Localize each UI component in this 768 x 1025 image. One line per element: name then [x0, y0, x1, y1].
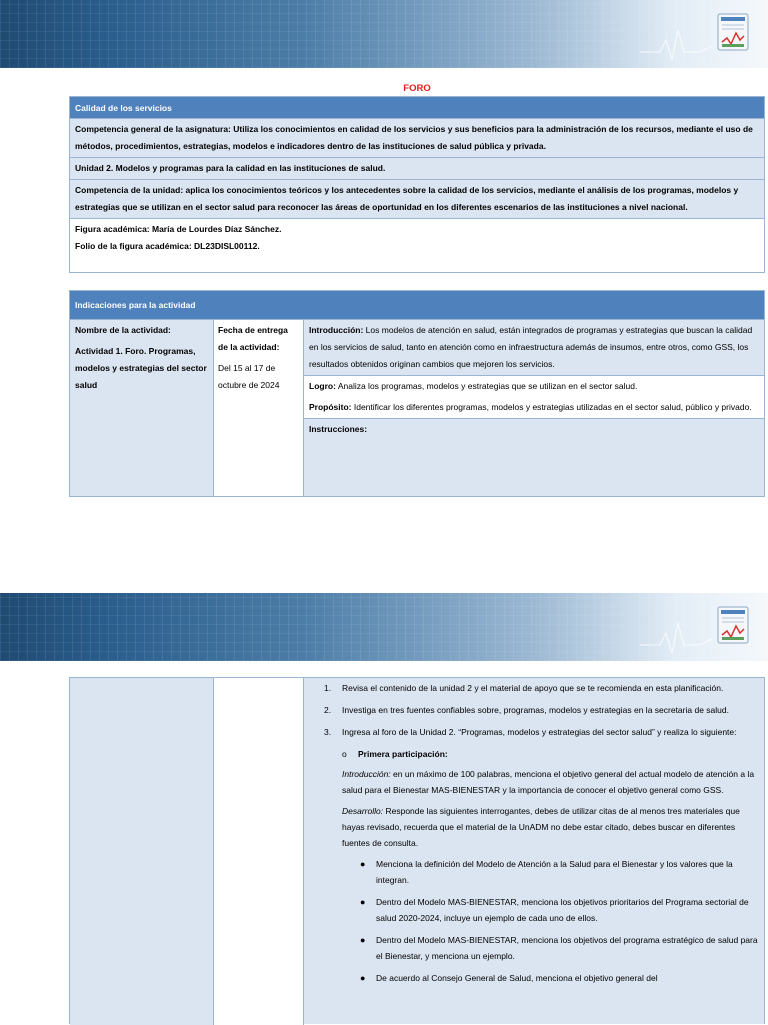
logro-text: Analiza los programas, modelos y estrategias que se utilizan en el sector salud. [335, 381, 638, 391]
header-banner [0, 0, 768, 68]
activity-name-label: Nombre de la actividad: [75, 325, 171, 335]
desarrollo-label: Desarrollo: [342, 806, 384, 816]
due-date-value: Del 15 al 17 de octubre de 2024 [218, 363, 280, 390]
medical-chart-icon [718, 14, 748, 50]
page-title: FORO [403, 83, 431, 94]
empty-name-cell [70, 678, 214, 1025]
due-date-cell [214, 320, 304, 496]
desarrollo-paragraph: Desarrollo: Responde las siguientes interrogantes, debes de utilizar citas de al menos tres materiales que hayas revisado, recuerda que el material de la UnADM no debe estar citado, debes buscar en diferentes fuentes de consulta. [342, 806, 740, 848]
activity-name-value: Actividad 1. Foro. Programas, modelos y estrategias del sector salud [75, 346, 207, 390]
intro-label: Introducción: [309, 325, 364, 335]
unidad-title: Unidad 2. Modelos y programas para la calidad en las instituciones de salud. [70, 158, 764, 180]
banner-graphic [0, 0, 768, 68]
intro-section [304, 320, 764, 376]
participation-heading: o Primera participación: [342, 746, 759, 762]
figura-name: Figura académica: María de Lourdes Díaz Sánchez. [75, 224, 282, 234]
logro-label: Logro: [309, 381, 336, 391]
question-item: ● Dentro del Modelo MAS-BIENESTAR, menciona los objetivos prioritarios del Programa sectorial de salud 2020-2024, incluye un ejemplo de cada uno de ellos. [360, 894, 759, 926]
competencia-general: Competencia general de la asignatura: Utiliza los conocimientos en calidad de los servicios y sus beneficios para la administración de los recursos, mediante el uso de métodos, procedimientos, estrategias, modelos e indicadores dentro de las instituciones de salud pública y privada. [70, 119, 764, 158]
course-title-header: Calidad de los servicios [70, 97, 764, 119]
intro-paragraph: Introducción: en un máximo de 100 palabras, menciona el objetivo general del actual modelo de atención a la salud para el Bienestar MAS-BIENESTAR y la importancia de conocer el objetivo general como GSS. [342, 769, 755, 795]
instruction-step: 1. Revisa el contenido de la unidad 2 y el material de apoyo que se te recomienda en esta planificación. [324, 683, 724, 693]
activity-name-cell [70, 320, 214, 496]
question-item: ● Dentro del Modelo MAS-BIENESTAR, menciona los objetivos del programa estratégico de salud para el Bienestar, y menciona un ejemplo. [360, 932, 759, 964]
proposito-label: Propósito: [309, 402, 352, 412]
instructions-table [69, 677, 765, 1024]
instruction-step: 2. Investiga en tres fuentes confiables sobre, programas, modelos y estrategias en la secretaria de salud. [324, 705, 729, 715]
medical-chart-icon [718, 607, 748, 643]
bullet-icon: ● [360, 973, 366, 983]
course-info-table [69, 96, 765, 273]
header-banner-page2 [0, 593, 768, 661]
due-date-label: Fecha de entrega de la actividad: [218, 325, 288, 352]
instrucciones-section [304, 419, 764, 496]
activity-table [69, 290, 765, 497]
competencia-unidad: Competencia de la unidad: aplica los conocimientos teóricos y los antecedentes sobre la calidad de los servicios, mediante el análisis de los programas, modelos y estrategias que se utilizan en el sector salud para reconocer las áreas de oportunidad en los diferentes escenarios de las instituciones a nivel nacional. [70, 180, 764, 219]
empty-date-cell [214, 678, 304, 1025]
question-item: ● Menciona la definición del Modelo de Atención a la Salud para el Bienestar y los valores que la integran. [360, 856, 759, 888]
bullet-icon: ● [360, 935, 366, 945]
intro-label: Introducción: [342, 769, 391, 779]
activity-details-cell [304, 320, 764, 496]
figura-folio: Folio de la figura académica: DL23DISL00112. [75, 241, 260, 251]
logro-section [304, 376, 764, 419]
banner-graphic [0, 593, 768, 661]
bullet-icon: ● [360, 897, 366, 907]
instrucciones-label: Instrucciones: [309, 424, 368, 434]
instructions-cell [304, 678, 764, 1024]
figura-academica [70, 219, 764, 257]
question-item: ● De acuerdo al Consejo General de Salud, menciona el objetivo general del [360, 970, 759, 986]
proposito-text: Identificar los diferentes programas, modelos y estrategias utilizadas en el sector salud, público y privado. [351, 402, 752, 412]
intro-text: Los modelos de atención en salud, están integrados de programas y estrategias que buscan la calidad en los servicios de salud, tanto en atención como en infraestructura además de insumos, entre otros, como GSS, los resultados obtenidos originan cambios que mejoren los servicios. [309, 325, 753, 369]
bullet-icon: ● [360, 859, 366, 869]
circle-bullet: o [342, 749, 347, 759]
activity-header: Indicaciones para la actividad [70, 291, 764, 320]
instruction-step: 3. Ingresa al foro de la Unidad 2. “Programas, modelos y estrategias del sector salud” y realiza lo siguiente: [324, 727, 737, 737]
